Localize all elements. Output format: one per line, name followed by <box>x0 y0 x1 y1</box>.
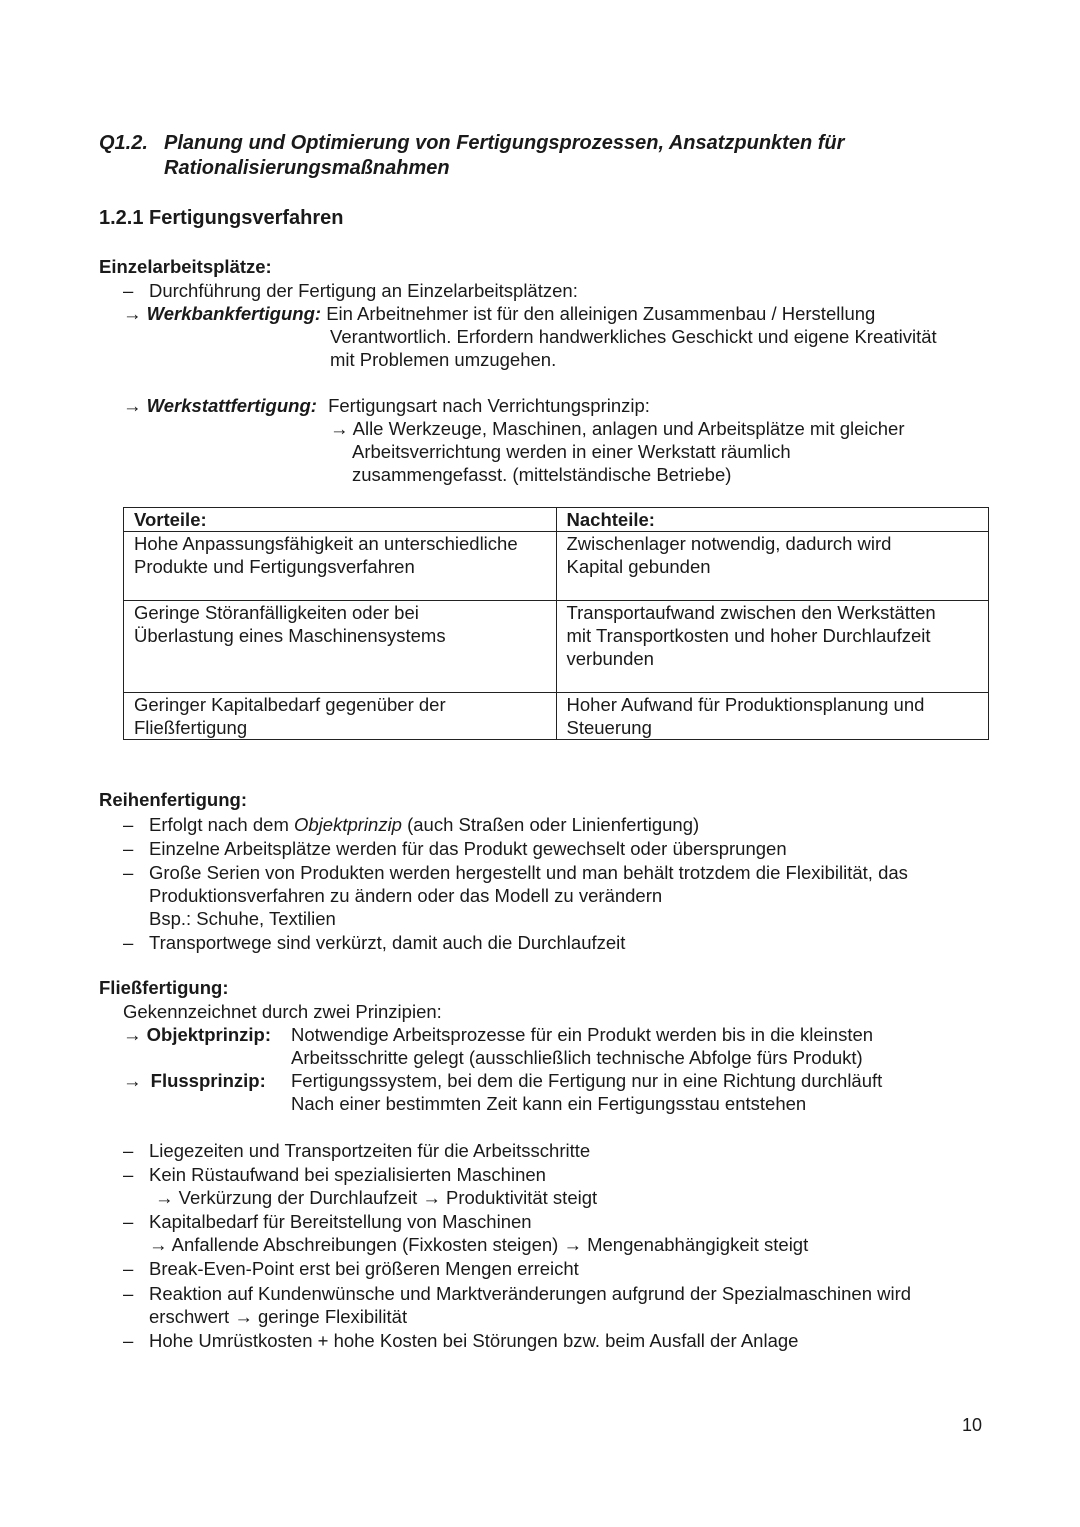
bullet-dash: – <box>123 280 134 301</box>
table-cell-pro: Geringer Kapitalbedarf gegenüber der Fließfertigung <box>124 693 557 740</box>
fliess-intro: Gekennzeichnet durch zwei Prinzipien: <box>123 1001 442 1022</box>
reihen-bullet2: Einzelne Arbeitsplätze werden für das Produkt gewechselt oder übersprungen <box>149 838 787 859</box>
arrow-right-icon: → <box>330 418 349 439</box>
bullet-dash: – <box>123 838 134 859</box>
fluss-line <box>123 1069 266 1092</box>
werkstatt-text3: Arbeitsverrichtung werden in einer Werkstatt räumlich <box>352 441 791 462</box>
reihen-bullet3-line2: Produktionsverfahren zu ändern oder das Modell zu verändern <box>149 885 663 906</box>
arrow-right-icon: → <box>123 1070 142 1091</box>
objekt-line <box>123 1023 271 1046</box>
reihen-bullet1: Erfolgt nach dem Objektprinzip (auch Straßen oder Linienfertigung) <box>149 814 700 835</box>
werkstatt-text4: zusammengefasst. (mittelständische Betriebe) <box>352 464 732 485</box>
fluss-label: Flussprinzip: <box>150 1070 266 1091</box>
bullet-dash: – <box>123 814 134 835</box>
table-header-row <box>124 508 989 532</box>
chapter-title-line2: Rationalisierungsmaßnahmen <box>164 157 450 179</box>
arrow-right-icon: → <box>123 1024 142 1045</box>
werkstatt-text2: Alle Werkzeuge, Maschinen, anlagen und Arbeitsplätze mit gleicher <box>352 418 905 439</box>
fliess-bullet2-sub: → Verkürzung der Durchlaufzeit → Produktivität steigt <box>155 1187 598 1208</box>
fliess-bullet3-sub: → Anfallende Abschreibungen (Fixkosten steigen) → Mengenabhängigkeit steigt <box>149 1234 809 1255</box>
arrow-right-icon: → <box>149 1234 168 1255</box>
reihen-heading: Reihenfertigung: <box>99 789 247 810</box>
fluss-text2: Nach einer bestimmten Zeit kann ein Fertigungsstau entstehen <box>291 1093 807 1114</box>
einzel-bullet1: Durchführung der Fertigung an Einzelarbeitsplätzen: <box>149 280 578 301</box>
arrow-right-icon: → <box>422 1187 441 1208</box>
werkbank-label: Werkbankfertigung: <box>146 303 322 324</box>
fluss-text1: Fertigungssystem, bei dem die Fertigung nur in eine Richtung durchläuft <box>291 1070 883 1091</box>
einzel-heading: Einzelarbeitsplätze: <box>99 256 272 277</box>
werkbank-text1: Ein Arbeitnehmer ist für den alleinigen Zusammenbau / Herstellung <box>326 303 876 324</box>
arrow-right-icon: → <box>234 1306 253 1327</box>
bullet-dash: – <box>123 1140 134 1161</box>
werkbank-text2: Verantwortlich. Erfordern handwerkliches Geschickt und eigene Kreativität <box>330 326 937 347</box>
table-cell-pro: Hohe Anpassungsfähigkeit an unterschiedliche Produkte und Fertigungsverfahren <box>124 532 557 601</box>
arrow-right-icon: → <box>123 395 142 416</box>
fliess-bullet3: Kapitalbedarf für Bereitstellung von Maschinen <box>149 1211 532 1232</box>
objekt-text1: Notwendige Arbeitsprozesse für ein Produkt werden bis in die kleinsten <box>291 1024 874 1045</box>
table-cell-pro: Geringe Störanfälligkeiten oder bei Überlastung eines Maschinensystems <box>124 601 557 693</box>
bullet-dash: – <box>123 1283 134 1304</box>
arrow-right-icon: → <box>563 1234 582 1255</box>
table-cell-con: Hoher Aufwand für Produktionsplanung und Steuerung <box>556 693 989 740</box>
table-cell-con: Transportaufwand zwischen den Werkstätten mit Transportkosten und hoher Durchlaufzeit verbunden <box>556 601 989 693</box>
reihen-bullet4: Transportwege sind verkürzt, damit auch die Durchlaufzeit <box>149 932 626 953</box>
fliess-bullet5-line2: erschwert → geringe Flexibilität <box>149 1306 408 1327</box>
werkstatt-line <box>123 394 650 417</box>
table-cell-con: Zwischenlager notwendig, dadurch wird Kapital gebunden <box>556 532 989 601</box>
bullet-dash: – <box>123 932 134 953</box>
bullet-dash: – <box>123 862 134 883</box>
arrow-right-icon: → <box>155 1187 174 1208</box>
table-row <box>124 601 989 693</box>
table-header-cons: Nachteile: <box>556 508 989 532</box>
arrow-right-icon: → <box>123 303 142 324</box>
chapter-number: Q1.2. <box>99 132 148 154</box>
table-row <box>124 532 989 601</box>
objekt-text2: Arbeitsschritte gelegt (ausschließlich technische Abfolge fürs Produkt) <box>291 1047 863 1068</box>
page-number: 10 <box>962 1415 983 1435</box>
fliess-bullet4: Break-Even-Point erst bei größeren Mengen erreicht <box>149 1258 579 1279</box>
reihen-bullet3-line3: Bsp.: Schuhe, Textilien <box>149 908 336 929</box>
bullet-dash: – <box>123 1164 134 1185</box>
table-header-pros: Vorteile: <box>124 508 557 532</box>
werkstatt-line2 <box>330 417 905 440</box>
fliess-heading: Fließfertigung: <box>99 977 229 998</box>
bullet-dash: – <box>123 1258 134 1279</box>
section-title: 1.2.1 Fertigungsverfahren <box>99 207 344 229</box>
fliess-bullet1: Liegezeiten und Transportzeiten für die Arbeitsschritte <box>149 1140 591 1161</box>
werkbank-line <box>123 302 875 325</box>
table-row <box>124 693 989 740</box>
fliess-bullet6: Hohe Umrüstkosten + hohe Kosten bei Störungen bzw. beim Ausfall der Anlage <box>149 1330 799 1351</box>
fliess-bullet2: Kein Rüstaufwand bei spezialisierten Maschinen <box>149 1164 546 1185</box>
pros-cons-table <box>123 507 989 740</box>
bullet-dash: – <box>123 1211 134 1232</box>
werkbank-text3: mit Problemen umzugehen. <box>330 349 557 370</box>
bullet-dash: – <box>123 1330 134 1351</box>
werkstatt-label: Werkstattfertigung: <box>146 395 317 416</box>
fliess-bullet5-line1: Reaktion auf Kundenwünsche und Marktveränderungen aufgrund der Spezialmaschinen wird <box>149 1283 912 1304</box>
objekt-label: Objektprinzip: <box>146 1024 272 1045</box>
chapter-title-line1: Planung und Optimierung von Fertigungsprozessen, Ansatzpunkten für <box>164 132 845 154</box>
werkstatt-text1: Fertigungsart nach Verrichtungsprinzip: <box>328 395 650 416</box>
reihen-bullet3-line1: Große Serien von Produkten werden hergestellt und man behält trotzdem die Flexibilität, das <box>149 862 908 883</box>
